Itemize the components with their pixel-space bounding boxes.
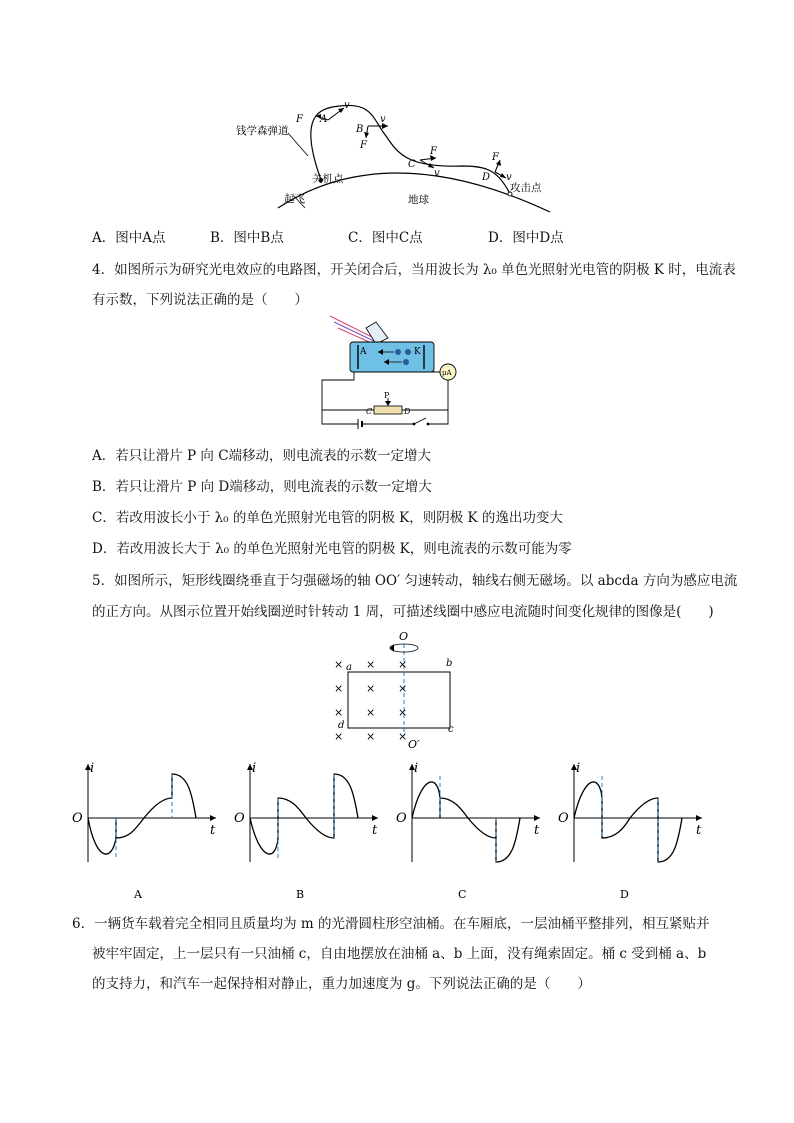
earth-label: 地球	[408, 194, 429, 206]
corner-b-label: b	[446, 658, 453, 669]
svg-text:×: ×	[334, 658, 344, 671]
graph-c-y-label: i	[414, 761, 419, 776]
q6-line1: 6．一辆货车载着完全相同且质量均为 m 的光滑圆柱形空油桶。在车厢底，一层油桶平整排列，相互紧贴并	[72, 916, 710, 932]
anode-label: A	[360, 347, 367, 357]
force-c-label: F	[430, 146, 437, 157]
q4-stem-line1: 4．如图所示为研究光电效应的电路图，开关闭合后，当用波长为 λ₀ 单色光照射光电管的阴极 K 时，电流表	[92, 262, 736, 278]
microammeter-label: μA	[442, 369, 452, 377]
q3-option-a[interactable]: A．图中A点	[92, 230, 166, 246]
corner-a-label: a	[346, 662, 352, 673]
graph-b-origin: O	[234, 811, 245, 826]
graph-b[interactable]	[234, 761, 378, 901]
photoelectric-circuit-figure	[318, 312, 466, 436]
q3-option-d[interactable]: D．图中D点	[488, 230, 564, 246]
coil-rectangle	[348, 672, 450, 728]
velocity-b-label: v	[380, 114, 386, 125]
current-graphs	[68, 758, 704, 904]
svg-text:×: ×	[398, 730, 408, 743]
graph-d[interactable]	[558, 761, 702, 901]
q6-line3: 的支持力，和汽车一起保持相对静止，重力加速度为 g。下列说法正确的是（ ）	[92, 976, 591, 992]
graph-b-choice-label: B	[296, 888, 305, 901]
end-c-label: C	[366, 407, 373, 416]
point-b-label: B	[356, 124, 364, 135]
axis-bottom-label: O′	[408, 738, 420, 750]
cathode-label: K	[414, 347, 421, 357]
force-b-label: F	[360, 140, 367, 151]
svg-text:×: ×	[366, 730, 376, 743]
point-d-label: D	[482, 172, 491, 183]
svg-text:×: ×	[366, 682, 376, 695]
svg-text:×: ×	[398, 658, 408, 671]
graph-d-choice-label: D	[620, 888, 629, 901]
q3-option-b[interactable]: B．图中B点	[210, 230, 284, 246]
graph-b-y-label: i	[252, 761, 257, 776]
graph-d-x-label: t	[696, 823, 702, 838]
graph-a-x-label: t	[210, 823, 216, 838]
graph-a-y-label: i	[90, 761, 95, 776]
graph-a-origin: O	[72, 811, 83, 826]
magnetic-field-marks	[334, 658, 407, 743]
force-d-label: F	[492, 152, 499, 163]
svg-text:×: ×	[366, 706, 376, 719]
cutoff-label: 关机点	[312, 173, 344, 185]
graph-d-y-label: i	[576, 761, 581, 776]
q4-option-d[interactable]: D．若改用波长大于 λ₀ 的单色光照射光电管的阴极 K，则电流表的示数可能为零	[92, 541, 572, 557]
corner-c-label: c	[448, 724, 454, 735]
rheostat	[374, 406, 402, 414]
corner-d-label: d	[338, 720, 345, 731]
svg-text:×: ×	[398, 682, 408, 695]
velocity-c-label: v	[434, 168, 440, 179]
q4-option-b[interactable]: B．若只让滑片 P 向 D端移动，则电流表的示数一定增大	[92, 479, 432, 495]
force-a-label: F	[296, 114, 303, 125]
svg-text:×: ×	[334, 706, 344, 719]
graph-a[interactable]	[72, 761, 216, 901]
velocity-a-label: v	[344, 100, 350, 111]
launch-label: 起飞	[284, 193, 305, 205]
graph-b-x-label: t	[372, 823, 378, 838]
graph-c-origin: O	[396, 811, 407, 826]
trajectory-figure	[228, 96, 558, 214]
end-d-label: D	[404, 407, 411, 416]
point-c-label: C	[408, 159, 416, 170]
graph-a-choice-label: A	[134, 888, 142, 901]
axis-top-label: O	[399, 630, 409, 643]
graph-c-x-label: t	[534, 823, 540, 838]
slider-label: P	[384, 391, 390, 400]
svg-text:×: ×	[398, 706, 408, 719]
q6-line2: 被牢牢固定，上一层只有一只油桶 c，自由地摆放在油桶 a、b 上面，没有绳索固定。桶 c 受到桶 a、b	[92, 946, 707, 962]
svg-text:×: ×	[334, 730, 344, 743]
coil-figure	[328, 626, 468, 750]
q4-stem-line2: 有示数，下列说法正确的是（ ）	[92, 292, 308, 308]
svg-text:×: ×	[366, 658, 376, 671]
graph-c[interactable]	[396, 761, 540, 901]
strike-label: 攻击点	[510, 182, 542, 194]
q4-option-c[interactable]: C．若改用波长小于 λ₀ 的单色光照射光电管的阴极 K，则阴极 K 的逸出功变大	[92, 510, 563, 526]
graph-d-origin: O	[558, 811, 569, 826]
svg-text:×: ×	[334, 682, 344, 695]
graph-c-choice-label: C	[458, 888, 467, 901]
q4-option-a[interactable]: A．若只让滑片 P 向 C端移动，则电流表的示数一定增大	[92, 448, 432, 464]
velocity-d-label: v	[506, 172, 512, 183]
q5-stem-line1: 5．如图所示，矩形线圈绕垂直于匀强磁场的轴 OO′ 匀速转动，轴线右侧无磁场。以 abcda 方向为感应电流	[92, 573, 738, 589]
q3-option-c[interactable]: C．图中C点	[348, 230, 423, 246]
trajectory-label: 钱学森弹道	[236, 125, 289, 137]
q5-stem-line2: 的正方向。从图示位置开始线圈逆时针转动 1 周，可描述线圈中感应电流随时间变化规律的图像是( )	[92, 604, 714, 620]
point-a-label: A	[320, 114, 328, 125]
